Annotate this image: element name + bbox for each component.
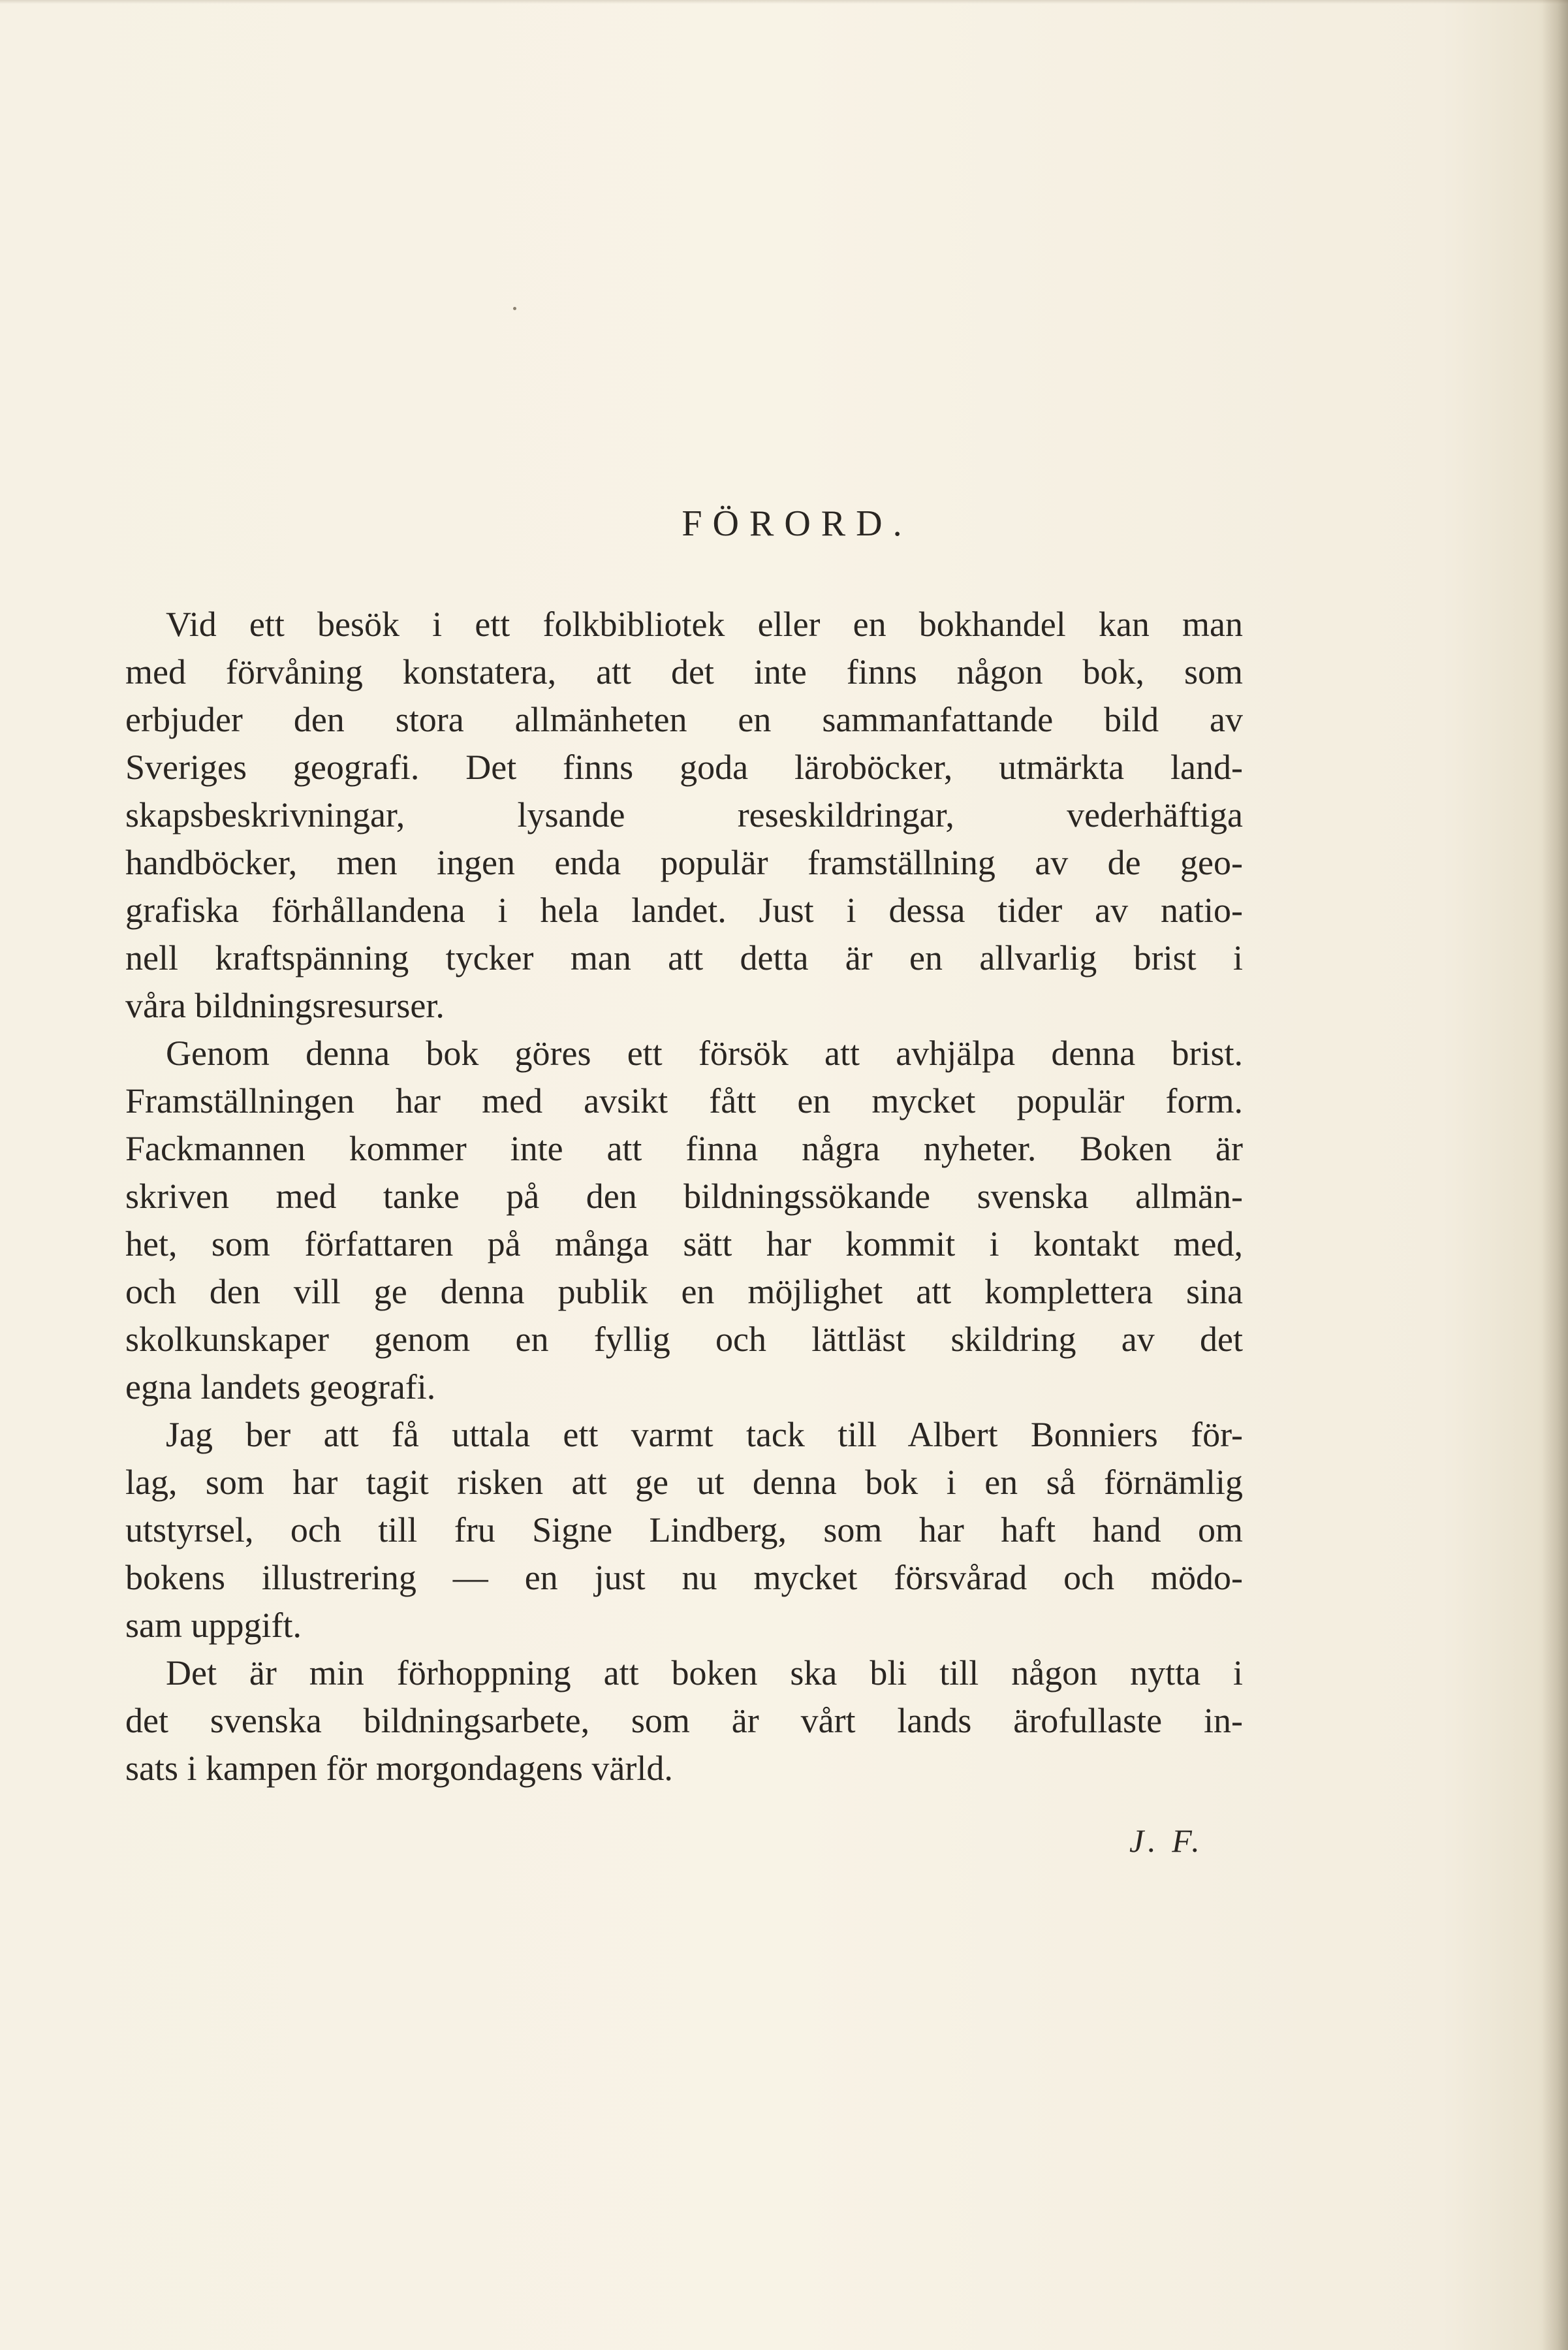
text-line: Framställningen har med avsikt fått en mycket populär form.: [125, 1081, 1243, 1120]
page-top-edge: [0, 0, 1568, 4]
text-line: Det är min förhoppning att boken ska bli till någon nytta i: [166, 1653, 1243, 1692]
text-line: Vid ett besök i ett folkbibliotek eller en bokhandel kan man: [166, 605, 1243, 644]
text-line: våra bildningsresurser.: [125, 986, 445, 1025]
text-line: grafiska förhållandena i hela landet. Just i dessa tider av natio-: [125, 891, 1243, 930]
text-line: sam uppgift.: [125, 1606, 302, 1645]
text-line: Sveriges geografi. Det finns goda läroböcker, utmärkta land-: [125, 748, 1243, 787]
text-line: skapsbeskrivningar, lysande reseskildringar, vederhäftiga: [125, 795, 1243, 834]
text-line: bokens illustrering — en just nu mycket försvårad och mödo-: [125, 1558, 1243, 1597]
text-line: nell kraftspänning tycker man att detta är en allvarlig brist i: [125, 938, 1243, 977]
text-line: och den vill ge denna publik en möjlighet att komplettera sina: [125, 1272, 1243, 1311]
text-line: erbjuder den stora allmänheten en sammanfattande bild av: [125, 700, 1243, 739]
text-line: Genom denna bok göres ett försök att avhjälpa denna brist.: [166, 1034, 1243, 1073]
text-line: Fackmannen kommer inte att finna några nyheter. Boken är: [125, 1129, 1243, 1168]
text-line: det svenska bildningsarbete, som är vårt lands ärofullaste in-: [125, 1701, 1243, 1740]
text-line: egna landets geografi.: [125, 1367, 436, 1406]
paper-speck: [513, 307, 516, 310]
text-line: het, som författaren på många sätt har kommit i kontakt med,: [125, 1224, 1243, 1263]
text-line: med förvåning konstatera, att det inte finns någon bok, som: [125, 652, 1243, 691]
text-line: utstyrsel, och till fru Signe Lindberg, som har haft hand om: [125, 1510, 1243, 1549]
author-signature: J. F.: [1129, 1822, 1204, 1859]
text-line: skolkunskaper genom en fyllig och lättläst skildring av det: [125, 1320, 1243, 1359]
text-line: skriven med tanke på den bildningssökande svenska allmän-: [125, 1177, 1243, 1216]
text-line: lag, som har tagit risken att ge ut denna bok i en så förnämlig: [125, 1463, 1243, 1502]
foreword-text: [125, 601, 1243, 1792]
page-edge-shadow: [1542, 0, 1568, 2350]
text-line: Jag ber att få uttala ett varmt tack till Albert Bonniers för-: [166, 1415, 1243, 1454]
text-line: sats i kampen för morgondagens värld.: [125, 1749, 673, 1788]
text-line: handböcker, men ingen enda populär framställning av de geo-: [125, 843, 1243, 882]
page-heading: FÖRORD.: [682, 503, 913, 544]
